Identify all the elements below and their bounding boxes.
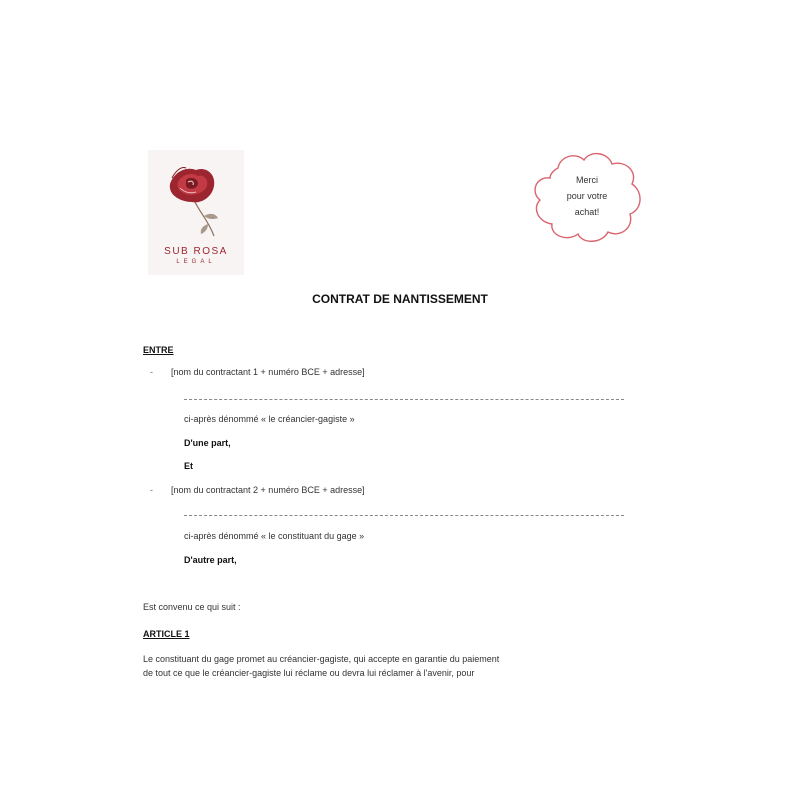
cloud-line-2: pour votre xyxy=(566,191,608,201)
party1-placeholder: [nom du contractant 1 + numéro BCE + adresse] xyxy=(171,367,365,377)
party2-placeholder: [nom du contractant 2 + numéro BCE + adresse] xyxy=(171,485,365,495)
logo-subtitle: LEGAL xyxy=(176,259,216,265)
logo-name: SUB ROSA xyxy=(164,246,228,257)
party1-closing: D'une part, xyxy=(184,438,231,448)
document-title: CONTRAT DE NANTISSEMENT xyxy=(312,292,488,306)
party1-bullet: - xyxy=(150,367,153,377)
agreement-statement: Est convenu ce qui suit : xyxy=(143,602,241,612)
rose-icon xyxy=(158,158,234,242)
et-label: Et xyxy=(184,461,193,471)
party1-designation: ci-après dénommé « le créancier-gagiste » xyxy=(184,414,355,424)
cloud-line-1: Merci xyxy=(576,175,598,185)
article1-line-1: Le constituant du gage promet au créancier-gagiste, qui accepte en garantie du paiement xyxy=(143,654,500,664)
party2-bullet: - xyxy=(150,485,153,495)
party1-fill-line xyxy=(184,399,624,400)
article1-label: ARTICLE 1 xyxy=(143,629,190,639)
thank-you-cloud xyxy=(528,148,646,246)
party2-fill-line xyxy=(184,515,624,516)
party2-designation: ci-après dénommé « le constituant du gage » xyxy=(184,531,365,541)
entre-label: ENTRE xyxy=(143,345,174,355)
cloud-line-3: achat! xyxy=(574,207,600,217)
sub-rosa-logo xyxy=(148,150,244,275)
article1-line-2: de tout ce que le créancier-gagiste lui réclame ou devra lui réclamer à l'avenir, pour xyxy=(143,668,475,678)
party2-closing: D'autre part, xyxy=(184,555,237,565)
cloud-message xyxy=(550,172,624,220)
